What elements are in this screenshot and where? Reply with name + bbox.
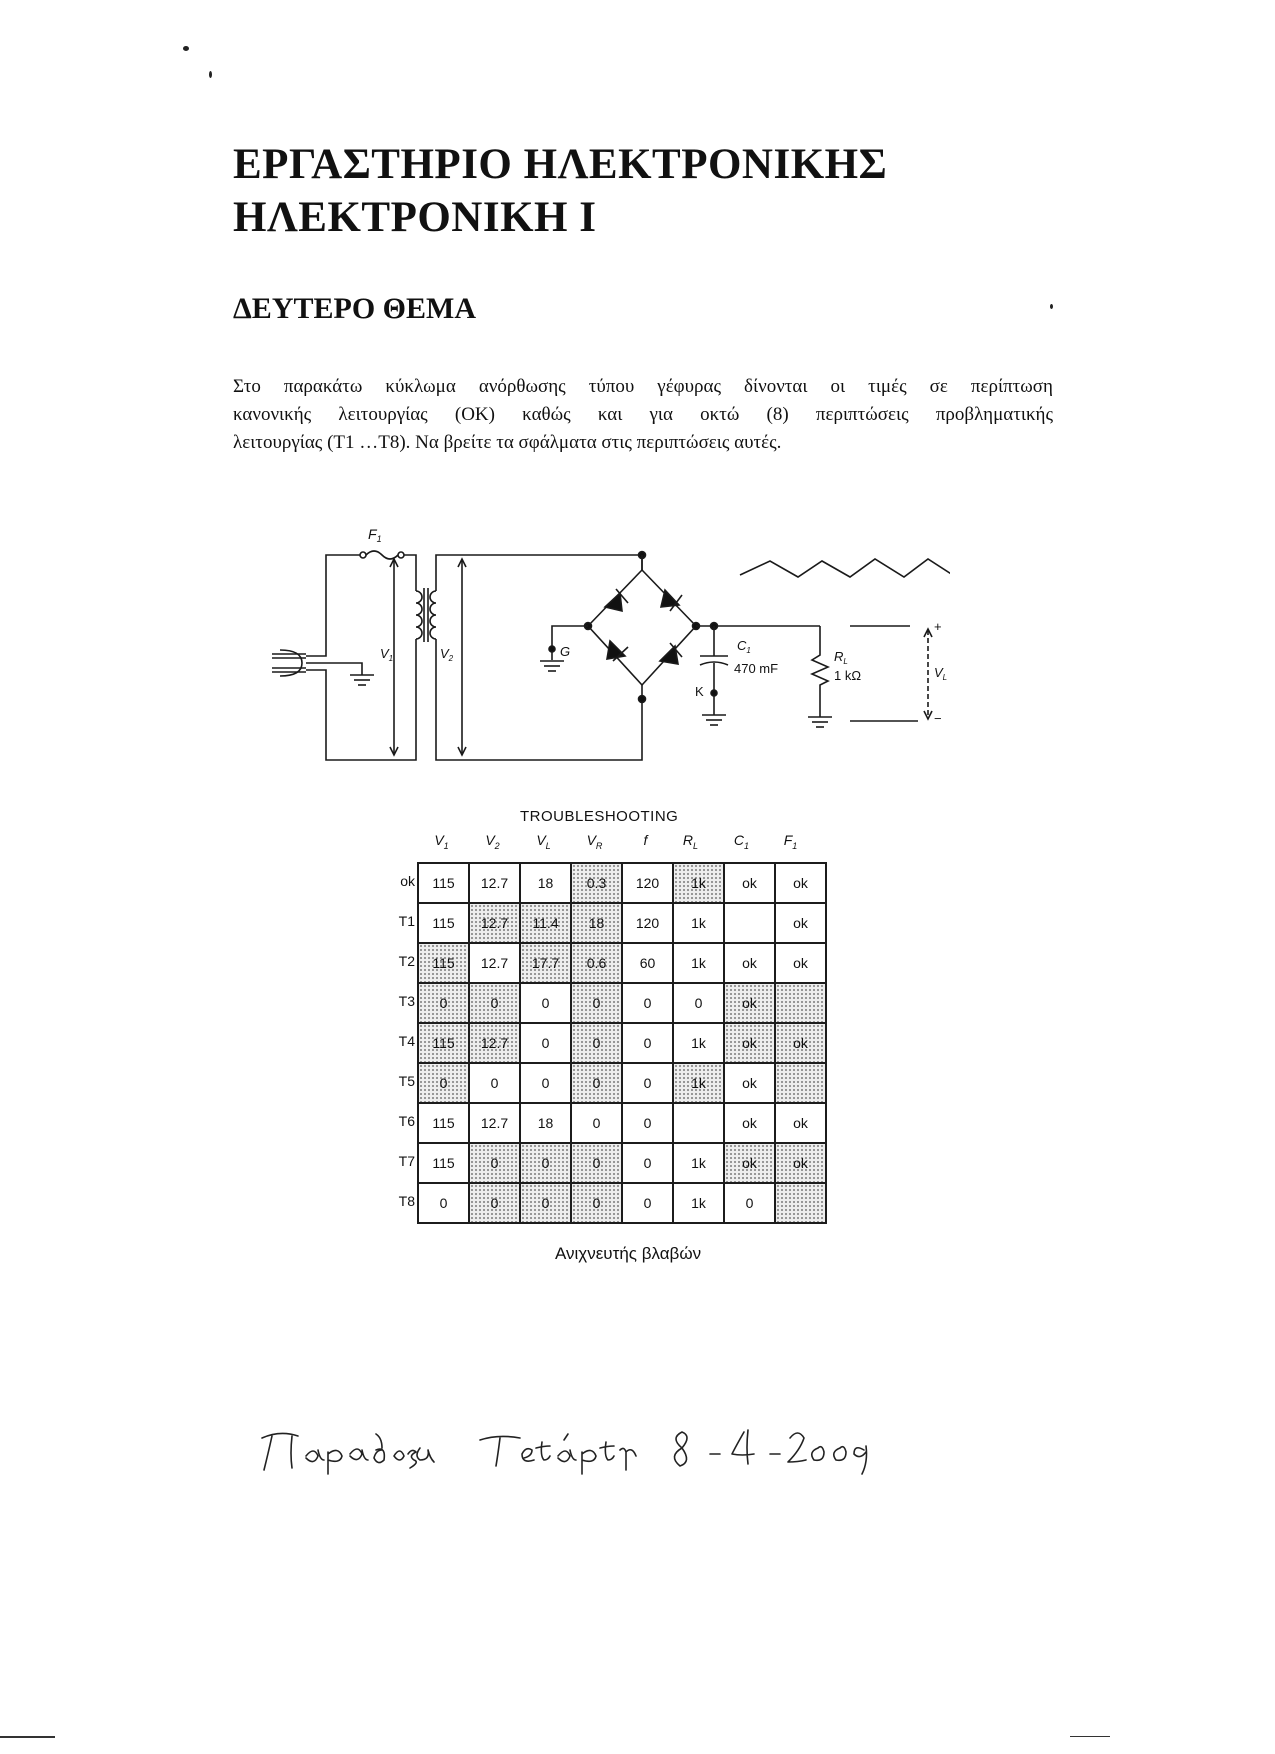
- resistor-value: 1 kΩ: [834, 668, 862, 683]
- column-header: $V_R$: [586, 832, 603, 851]
- svg-text:V1: $V_1$: [380, 646, 394, 663]
- table-cell: ok: [775, 943, 826, 983]
- table-cell: 0: [469, 983, 520, 1023]
- table-cell: 17.7: [520, 943, 571, 983]
- table-cell: 60: [622, 943, 673, 983]
- svg-text:V2: $V_2$: [440, 646, 454, 663]
- table-cell: 11.4: [520, 903, 571, 943]
- svg-text:C1: $C_1$: [737, 638, 751, 655]
- table-cell: 0: [622, 983, 673, 1023]
- v1-label: V: [380, 646, 389, 661]
- table-cell: 115: [418, 1103, 469, 1143]
- statement-line-3: λειτουργίας (Τ1 …Τ8). Να βρείτε τα σφάλματα στις περιπτώσεις αυτές.: [233, 432, 782, 453]
- column-header: f: [643, 832, 648, 848]
- load-resistor-icon: [808, 626, 832, 727]
- column-header: $C_1$: [733, 832, 750, 851]
- vl-measure-arrow: [924, 629, 932, 719]
- table-cell: 12.7: [469, 1103, 520, 1143]
- table-cell: 0: [622, 1183, 673, 1223]
- table-row: [418, 903, 826, 943]
- row-label: ok: [400, 873, 415, 889]
- statement-line-1: Στο παρακάτω κύκλωμα ανόρθωσης τύπου γέφυρας δίνονται οι τιμές σε περίπτωση: [233, 376, 1053, 397]
- power-plug-icon: [272, 650, 306, 676]
- statement-line-2: κανονικής λειτουργίας (ΟΚ) καθώς και για οκτώ (8) περιπτώσεις προβληματικής: [233, 404, 1053, 425]
- table-row: [418, 1023, 826, 1063]
- table-cell: ok: [724, 863, 775, 903]
- secondary-winding-icon: [430, 591, 436, 639]
- table-row: [418, 1103, 826, 1143]
- row-label: T4: [398, 1033, 415, 1049]
- table-cell: 1k: [673, 1023, 724, 1063]
- table-cell: ok: [775, 1023, 826, 1063]
- table-cell: 115: [418, 863, 469, 903]
- column-header: $V_1$: [434, 832, 449, 851]
- table-cell: 0: [622, 1063, 673, 1103]
- table-row: [418, 1143, 826, 1183]
- table-cell: 0: [469, 1143, 520, 1183]
- table-cell: 1k: [673, 1063, 724, 1103]
- table-cell: 0: [622, 1103, 673, 1143]
- row-label: T6: [398, 1113, 415, 1129]
- table-cell: 0: [418, 1063, 469, 1103]
- switch-k-label: K: [695, 684, 704, 699]
- table-cell: ok: [775, 1143, 826, 1183]
- table-cell: 120: [622, 863, 673, 903]
- title-line-lab: ΕΡΓΑΣΤΗΡΙΟ ΗΛΕΚΤΡΟΝΙΚΗΣ: [233, 141, 888, 188]
- table-cell: 0: [469, 1063, 520, 1103]
- problem-statement: [233, 373, 1053, 457]
- table-cell: 1k: [673, 943, 724, 983]
- table-cell: 120: [622, 903, 673, 943]
- capacitor-value: 470 mF: [734, 661, 779, 676]
- table-row: [418, 863, 826, 903]
- table-cell: 12.7: [469, 943, 520, 983]
- table-cell: 12.7: [469, 903, 520, 943]
- table-cell: ok: [724, 1023, 775, 1063]
- table-cell: [673, 1103, 724, 1143]
- table-cell: 0: [520, 1063, 571, 1103]
- scan-speck: [1050, 304, 1053, 309]
- table-cell: 18: [520, 1103, 571, 1143]
- section-title: ΔΕΥΤΕΡΟ ΘΕΜΑ: [233, 292, 476, 325]
- ground-label: G: [560, 644, 571, 659]
- troubleshooting-title: TROUBLESHOOTING: [520, 808, 679, 825]
- row-label: T7: [398, 1153, 415, 1169]
- capacitor-label: C: [737, 638, 747, 653]
- table-cell: 0: [571, 1143, 622, 1183]
- ripple-waveform: [740, 559, 950, 577]
- minus-sign: −: [934, 711, 942, 726]
- table-cell: 115: [418, 1143, 469, 1183]
- table-caption: Ανιχνευτής βλαβών: [555, 1244, 702, 1263]
- fuse-icon: [360, 551, 404, 559]
- scan-edge-mark: [0, 1736, 55, 1738]
- row-label: T8: [398, 1193, 415, 1209]
- document-title: [233, 138, 887, 244]
- column-header: $V_L$: [536, 832, 551, 851]
- ground-symbol: [540, 661, 564, 671]
- fuse-label: F: [368, 526, 377, 542]
- table-cell: 0: [673, 983, 724, 1023]
- table-cell: 115: [418, 1023, 469, 1063]
- table-cell: 0: [469, 1183, 520, 1223]
- table-cell: 0: [571, 1023, 622, 1063]
- table-cell: 0: [418, 983, 469, 1023]
- table-row: [418, 943, 826, 983]
- table-cell: ok: [724, 1063, 775, 1103]
- table-cell: 0.6: [571, 943, 622, 983]
- table-cell: 18: [571, 903, 622, 943]
- table-cell: 115: [418, 903, 469, 943]
- table-row: [418, 1183, 826, 1223]
- table-cell: 0: [571, 1103, 622, 1143]
- table-cell: 0: [520, 1143, 571, 1183]
- svg-text:RL: $R_L$: [834, 649, 848, 666]
- troubleshooting-table: [417, 862, 827, 1224]
- table-cell: 1k: [673, 1183, 724, 1223]
- svg-text:F1: $F_1$: [368, 526, 382, 544]
- svg-text:VL: $V_L$: [934, 665, 948, 682]
- row-label: T2: [398, 953, 415, 969]
- scan-edge-mark: [1070, 1736, 1110, 1737]
- table-cell: ok: [724, 943, 775, 983]
- table-cell: 0: [724, 1183, 775, 1223]
- table-cell: 12.7: [469, 1023, 520, 1063]
- table-cell: ok: [724, 1103, 775, 1143]
- capacitor-icon: [700, 626, 728, 725]
- table-cell: ok: [775, 903, 826, 943]
- table-cell: 0: [571, 1183, 622, 1223]
- troubleshooting-column-headers: [417, 832, 817, 854]
- table-cell: 18: [520, 863, 571, 903]
- table-cell: ok: [724, 983, 775, 1023]
- v2-label: V: [440, 646, 449, 661]
- plus-sign: +: [934, 619, 942, 634]
- table-cell: [775, 983, 826, 1023]
- bridge-rectifier-circuit: [250, 525, 950, 780]
- diode-bridge-icon: [585, 552, 700, 711]
- table-cell: 0: [520, 983, 571, 1023]
- column-header: $V_2$: [485, 832, 500, 851]
- column-header: $F_1$: [783, 832, 798, 851]
- table-cell: 1k: [673, 903, 724, 943]
- table-cell: 0: [571, 983, 622, 1023]
- row-label: T5: [398, 1073, 415, 1089]
- table-cell: [775, 1183, 826, 1223]
- ground-symbol: [350, 675, 374, 685]
- table-cell: ok: [775, 863, 826, 903]
- resistor-label: R: [834, 649, 844, 664]
- table-cell: 115: [418, 943, 469, 983]
- row-label: T3: [398, 993, 415, 1009]
- table-cell: 0: [520, 1023, 571, 1063]
- table-cell: 0: [418, 1183, 469, 1223]
- table-cell: ok: [775, 1103, 826, 1143]
- table-cell: 0: [520, 1183, 571, 1223]
- table-row: [418, 1063, 826, 1103]
- table-cell: ok: [724, 1143, 775, 1183]
- table-cell: 1k: [673, 1143, 724, 1183]
- scan-speck: [183, 46, 189, 51]
- scan-speck: [209, 71, 212, 78]
- table-cell: 0: [571, 1063, 622, 1103]
- table-cell: 0.3: [571, 863, 622, 903]
- table-cell: 1k: [673, 863, 724, 903]
- primary-winding-icon: [416, 579, 422, 747]
- v2-measure-arrow: [458, 559, 466, 755]
- table-cell: [775, 1063, 826, 1103]
- table-cell: 0: [622, 1023, 673, 1063]
- table-cell: 0: [622, 1143, 673, 1183]
- table-row: [418, 983, 826, 1023]
- vl-label: V: [934, 665, 943, 680]
- table-cell: [724, 903, 775, 943]
- handwritten-note: [258, 1420, 888, 1480]
- table-cell: 12.7: [469, 863, 520, 903]
- column-header: $R_L$: [682, 832, 699, 851]
- title-line-course: ΗΛΕΚΤΡΟΝΙΚΗ Ι: [233, 194, 597, 241]
- row-label: T1: [398, 913, 415, 929]
